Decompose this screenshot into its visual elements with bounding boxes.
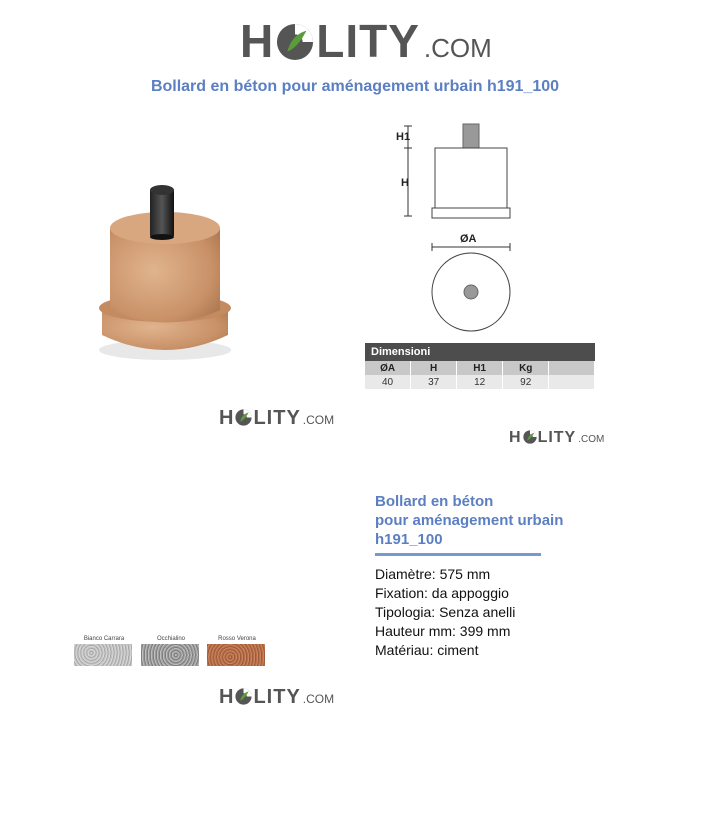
brand-logo-small[interactable] [219, 407, 334, 428]
brand-logo-small[interactable] [509, 428, 604, 446]
swatch-texture [207, 644, 265, 666]
dimensions-caption: Dimensioni [365, 343, 595, 361]
swatch-bianco-carrara[interactable] [74, 636, 134, 666]
spec-title [375, 492, 615, 549]
page-title: Bollard en béton pour aménagement urbain h191_100 [150, 78, 560, 95]
swatch-label: Occhialino [156, 636, 185, 642]
swatch-occhialino[interactable] [141, 636, 201, 666]
dim-header-diameter: ØA [365, 361, 411, 375]
logo-o-icon [235, 409, 252, 426]
logo-letter-h: H [509, 429, 522, 446]
spec-item-diameter: Diamètre: 575 mm [375, 566, 491, 582]
swatch-texture [74, 644, 132, 666]
logo-letters-lity: LITY [537, 429, 577, 446]
swatch-rosso-verona[interactable] [207, 636, 267, 666]
logo-letter-h: H [219, 686, 235, 708]
logo-letter-h: H [219, 407, 235, 429]
dim-value-h: 37 [411, 375, 457, 389]
spec-divider [375, 553, 541, 556]
logo-o-icon [276, 22, 314, 60]
logo-letters-lity: LITY [316, 15, 420, 67]
dim-value-empty [549, 375, 595, 389]
logo-com: .COM [302, 692, 335, 706]
swatch-label: Bianco Carrara [83, 636, 125, 642]
spec-item-fixation: Fixation: da appoggio [375, 585, 509, 601]
technical-drawing [390, 118, 530, 338]
logo-com: .COM [423, 33, 492, 63]
spec-title-line: h191_100 [375, 531, 443, 548]
dimensions-table [365, 343, 595, 389]
swatch-label: Rosso Verona [218, 636, 256, 642]
spec-item-height: Hauteur mm: 399 mm [375, 623, 511, 639]
product-image [90, 180, 240, 370]
spec-title-line: Bollard en béton [375, 493, 494, 510]
brand-logo[interactable] [240, 15, 492, 67]
dim-header-h1: H1 [457, 361, 503, 375]
logo-com: .COM [302, 413, 335, 427]
table-row [365, 375, 595, 389]
spec-title-line: pour aménagement urbain [375, 512, 564, 529]
logo-com: .COM [578, 434, 605, 445]
spec-list [375, 565, 515, 660]
spec-item-tipologia: Tipologia: Senza anelli [375, 604, 516, 620]
logo-letter-h: H [240, 15, 275, 67]
dim-value-kg: 92 [503, 375, 549, 389]
dim-value-h1: 12 [457, 375, 503, 389]
logo-o-icon [235, 688, 252, 705]
spec-item-material: Matériau: ciment [375, 642, 479, 658]
logo-letters-lity: LITY [253, 407, 301, 429]
label-h: H [401, 177, 409, 189]
logo-letters-lity: LITY [253, 686, 301, 708]
label-diameter: ØA [460, 233, 477, 245]
dim-header-kg: Kg [503, 361, 549, 375]
dim-header-h: H [411, 361, 457, 375]
label-h1: H1 [396, 131, 411, 143]
logo-o-icon [523, 430, 537, 444]
brand-logo-small[interactable] [219, 686, 334, 707]
dim-value-diameter: 40 [365, 375, 411, 389]
swatch-texture [141, 644, 199, 666]
dim-header-empty [549, 361, 595, 375]
